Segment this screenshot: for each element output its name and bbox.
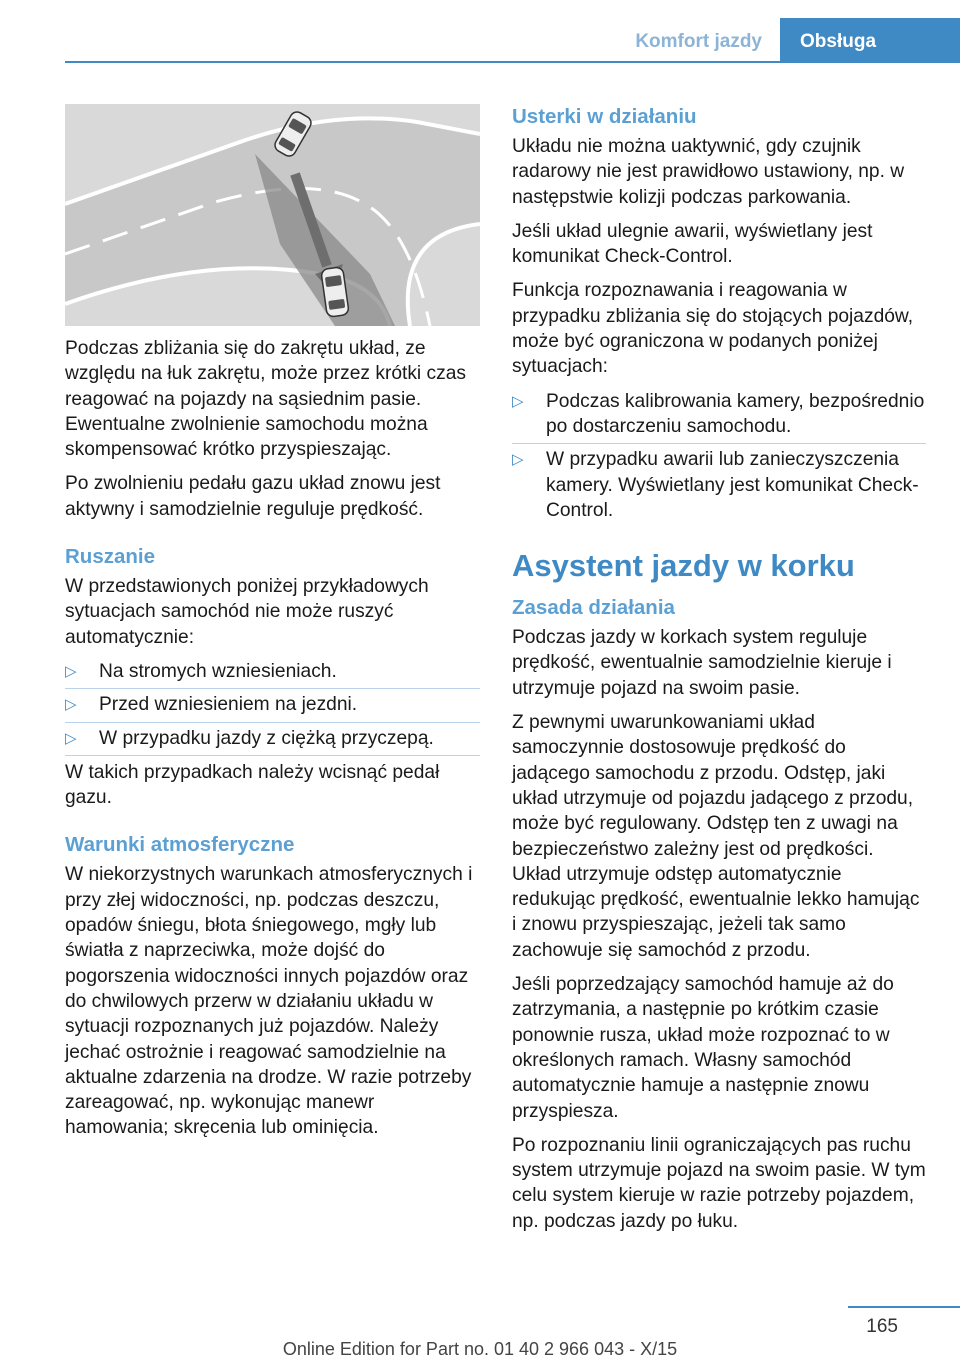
list-item: ▷ Podczas kalibrowania kamery, bezpośrednio po dostarczeniu samochodu. xyxy=(512,389,926,440)
zasada-heading: Zasada działania xyxy=(512,596,675,620)
bullet-triangle-icon: ▷ xyxy=(512,451,524,469)
page-number: 165 xyxy=(866,1316,898,1337)
list-item: ▷ W przypadku jazdy z ciężką przyczepą. xyxy=(65,726,480,751)
edition-footer: Online Edition for Part no. 01 40 2 966 043 - X/15 xyxy=(282,1339,678,1359)
page-header xyxy=(617,18,960,62)
section-title: Komfort jazdy xyxy=(617,18,780,62)
bullet-triangle-icon: ▷ xyxy=(65,696,77,714)
zasada-paragraph-1: Podczas jazdy w korkach system reguluje prędkość, ewentualnie samodzielnie kieruje i utrzymuje pojazd na swoim pasie. xyxy=(512,627,892,699)
left-column xyxy=(65,104,480,1150)
intro-paragraph-2: Po zwolnieniu pedału gazu układ znowu jest aktywny i samodzielnie reguluje prędkość. xyxy=(65,473,441,520)
footer-rule xyxy=(848,1306,960,1308)
ruszanie-heading: Ruszanie xyxy=(65,545,155,569)
header-rule xyxy=(65,61,960,63)
warunki-paragraph: W niekorzystnych warunkach atmosferycznych i przy złej widoczności, np. podczas deszczu, opadów śniegu, błota śniegowego, mgły lub światła z naprzeciwka, może dojść do pogorszenia widoczności innych pojazdów oraz do chwilowych przerw w działaniu układu w sytuacji rozpoznanych już pojazdów. Należy jechać ostrożnie i reagować samodzielnie na aktualne zdarzenia na drodze. W razie potrzeby zareagować, np. wykonując manewr hamowania; skręcenia lub ominięcia. xyxy=(65,864,473,1139)
ruszanie-list xyxy=(65,659,480,751)
chapter-tab: Obsługa xyxy=(780,18,960,62)
usterki-paragraph-3: Funkcja rozpoznawania i reagowania w przypadku zbliżania się do stojących pojazdów, może być ograniczona w podanych poniżej sytuacjach: xyxy=(512,280,914,378)
ruszanie-after: W takich przypadkach należy wcisnąć pedał gazu. xyxy=(65,761,440,809)
list-item: ▷ Na stromych wzniesieniach. xyxy=(65,659,480,684)
bullet-triangle-icon: ▷ xyxy=(65,729,77,747)
zasada-paragraph-3: Jeśli poprzedzający samochód hamuje aż do zatrzymania, a następnie po krótkim czasie ponownie rusza, układ może rozpoznać to w określonych ramach. Własny samochód automatycznie hamuje a następnie znowu przyspiesza. xyxy=(512,974,894,1122)
usterki-paragraph-2: Jeśli układ ulegnie awarii, wyświetlany jest komunikat Check-Control. xyxy=(512,220,873,268)
list-item: ▷ W przypadku awarii lub zanieczyszczenia kamery. Wyświetlany jest komunikat Check-Control. xyxy=(512,449,919,521)
road-curve-illustration xyxy=(65,104,480,326)
bullet-triangle-icon: ▷ xyxy=(65,662,77,680)
ruszanie-paragraph: W przedstawionych poniżej przykładowych sytuacjach samochód nie może ruszyć automatycznie: xyxy=(65,576,429,648)
warunki-heading: Warunki atmosferyczne xyxy=(65,833,295,857)
right-column xyxy=(512,104,926,1243)
usterki-list xyxy=(512,389,926,523)
usterki-heading: Usterki w działaniu xyxy=(512,105,697,128)
intro-paragraph-1: Podczas zbliżania się do zakrętu układ, ze względu na łuk zakrętu, może przez krótki czas reagować na pojazdy na sąsiednim pasie. Ewentualne zwolnienie samochodu można skompensować krótko przyspieszając. xyxy=(65,338,466,461)
list-item: ▷ Przed wzniesieniem na jezdni. xyxy=(65,692,480,717)
asystent-heading: Asystent jazdy w korku xyxy=(512,548,855,584)
zasada-paragraph-4: Po rozpoznaniu linii ograniczających pas ruchu system utrzymuje pojazd na swoim pasie. W tym celu system kieruje w razie potrzeby pojazdem, np. podczas jazdy po łuku. xyxy=(512,1134,926,1232)
zasada-paragraph-2: Z pewnymi uwarunkowaniami układ samoczynnie dostosowuje prędkość do jadącego samochodu z przodu. Odstęp, jaki układ utrzymuje od pojazdu jadącego z przodu, może być regulowany. Odstęp ten z uwagi na bezpieczeństwo zależny jest od prędkości. Układ utrzymuje odstęp automatycznie redukując prędkość, ewentualnie lekko hamując i znowu przyspieszając, jeżeli tak samo zachowuje się samochód z przodu. xyxy=(512,712,920,961)
usterki-paragraph-1: Układu nie można uaktywnić, gdy czujnik radarowy nie jest prawidłowo ustawiony, np. w następstwie kolizji podczas parkowania. xyxy=(512,136,905,208)
bullet-triangle-icon: ▷ xyxy=(512,392,524,410)
